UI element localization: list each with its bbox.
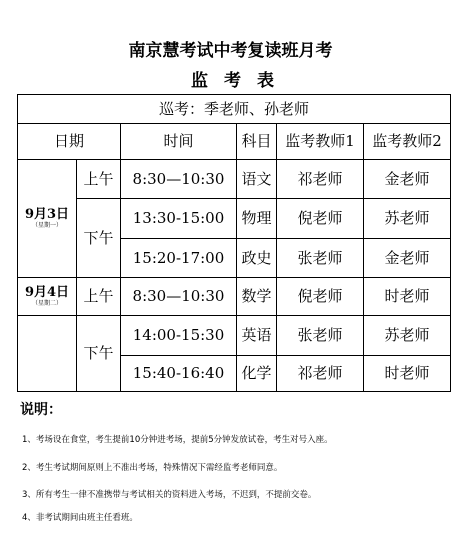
proctor1-cell: 张老师 bbox=[277, 239, 364, 278]
proctor1-cell: 祁老师 bbox=[277, 356, 364, 392]
subject-cell: 英语 bbox=[237, 316, 277, 356]
weekday-label: （星期二） bbox=[31, 299, 62, 307]
weekday-label: （星期一） bbox=[31, 221, 62, 229]
date-cell-day1 bbox=[18, 160, 77, 278]
note-item: 4、非考试期间由班主任看班。 bbox=[22, 513, 138, 523]
proctor1-cell: 祁老师 bbox=[277, 160, 364, 199]
period-cell: 下午 bbox=[77, 199, 121, 278]
time-cell: 8:30—10:30 bbox=[121, 278, 237, 316]
patrol-row bbox=[18, 95, 451, 124]
date-cell-empty bbox=[18, 316, 77, 392]
date-label: 9月4日 bbox=[24, 284, 70, 300]
proctor2-cell: 苏老师 bbox=[364, 316, 451, 356]
table-row bbox=[18, 316, 451, 356]
header-proctor1: 监考教师1 bbox=[277, 124, 364, 160]
subject-cell: 语文 bbox=[237, 160, 277, 199]
header-row bbox=[18, 124, 451, 160]
date-cell-day2 bbox=[18, 278, 77, 316]
proctor2-cell: 时老师 bbox=[364, 356, 451, 392]
time-cell: 14:00-15:30 bbox=[121, 316, 237, 356]
table-row bbox=[18, 278, 451, 316]
period-cell: 上午 bbox=[77, 160, 121, 199]
time-cell: 8:30—10:30 bbox=[121, 160, 237, 199]
proctor1-cell: 倪老师 bbox=[277, 199, 364, 239]
table-row bbox=[18, 199, 451, 239]
header-time: 时间 bbox=[121, 124, 237, 160]
period-cell: 下午 bbox=[77, 316, 121, 392]
page-title: 南京慧考试中考复读班月考 bbox=[128, 41, 333, 61]
proctor2-cell: 苏老师 bbox=[364, 199, 451, 239]
period-cell: 上午 bbox=[77, 278, 121, 316]
page-subtitle: 监考表 bbox=[191, 71, 290, 91]
time-cell: 13:30-15:00 bbox=[121, 199, 237, 239]
proctor1-cell: 张老师 bbox=[277, 316, 364, 356]
subject-cell: 政史 bbox=[237, 239, 277, 278]
note-item: 2、考生考试期间原则上不准出考场，特殊情况下需经监考老师同意。 bbox=[22, 463, 283, 473]
note-item: 1、考场设在食堂，考生提前10分钟进考场，提前5分钟发放试卷，考生对号入座。 bbox=[22, 435, 333, 445]
patrol-info: 巡考：季老师、孙老师 bbox=[18, 95, 451, 124]
header-proctor2: 监考教师2 bbox=[364, 124, 451, 160]
proctor1-cell: 倪老师 bbox=[277, 278, 364, 316]
proctor-table bbox=[17, 94, 451, 392]
proctor2-cell: 时老师 bbox=[364, 278, 451, 316]
time-cell: 15:20-17:00 bbox=[121, 239, 237, 278]
header-date: 日期 bbox=[18, 124, 121, 160]
subject-cell: 物理 bbox=[237, 199, 277, 239]
time-cell: 15:40-16:40 bbox=[121, 356, 237, 392]
date-label: 9月3日 bbox=[24, 206, 70, 222]
subject-cell: 化学 bbox=[237, 356, 277, 392]
subject-cell: 数学 bbox=[237, 278, 277, 316]
proctor2-cell: 金老师 bbox=[364, 239, 451, 278]
header-subject: 科目 bbox=[237, 124, 277, 160]
note-item: 3、所有考生一律不准携带与考试相关的资料进入考场，不迟到，不提前交卷。 bbox=[22, 490, 317, 500]
explain-title: 说明： bbox=[20, 402, 62, 418]
table-row bbox=[18, 160, 451, 199]
proctor2-cell: 金老师 bbox=[364, 160, 451, 199]
